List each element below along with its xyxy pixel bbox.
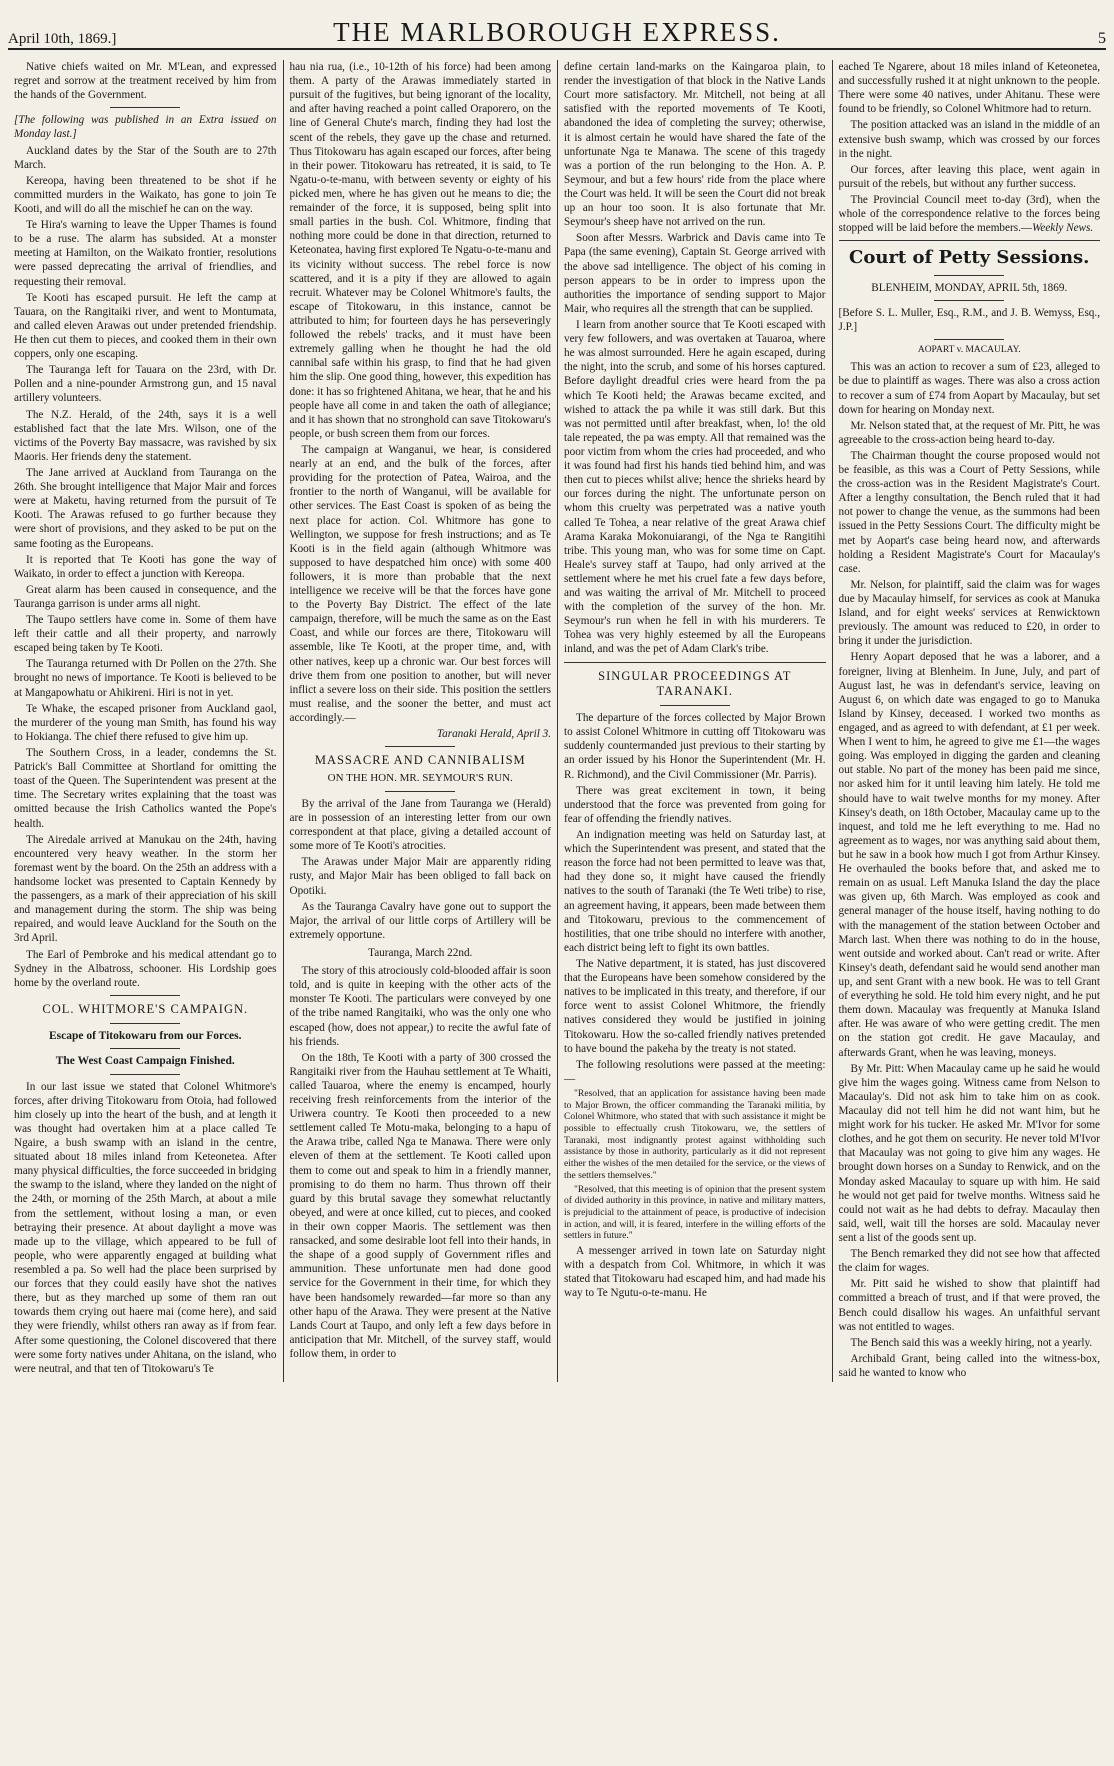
paragraph: This was an action to recover a sum of £23, alleged to be due to plaintiff as wages. There was also a cross action to recover a sum of £74 from Aopart by Macaulay, but set down for hearing on Monday next. <box>838 361 1100 416</box>
column-4 <box>832 60 1107 1382</box>
masthead <box>8 14 1106 50</box>
divider <box>934 300 1004 301</box>
article-heading: SINGULAR PROCEEDINGS AT <box>598 668 792 683</box>
divider <box>934 339 1004 340</box>
source-credit: Weekly News. <box>1032 222 1094 235</box>
paragraph: Auckland dates by the Star of the South are to 27th March. <box>14 144 277 171</box>
paragraph: Te Hira's warning to leave the Upper Thames is found to be a ruse. The alarm has subsided. At a monster meeting at Hamilton, on the Waikato frontier, resolutions were passed deprecating the arrival of friendlies, and requesting their removal. <box>14 219 277 288</box>
column-1 <box>8 60 283 1382</box>
paragraph: The Airedale arrived at Manukau on the 24th, having encountered very heavy weather. In the storm her foremast went by the board. On the 25th an address with a handsome locket was presented to Captain Kennedy by the passengers, as a mark of their appreciation of his skill and management during the storm. The ship was being repaired, and would leave Auckland for the South on the 3rd April. <box>14 833 277 945</box>
paragraph: Soon after Messrs. Warbrick and Davis came into Te Papa (the same evening), Captain St. George arrived with the above sad intelligence. The object of his coming in person appears to be in order to impress upon the authorities the importance of sending support to Major Mair, who requires all the strength that can be supplied. <box>564 232 826 315</box>
divider <box>110 1074 180 1075</box>
newspaper-title: THE MARLBOROUGH EXPRESS. <box>333 17 781 47</box>
paragraph: eached Te Ngarere, about 18 miles inland of Keteonetea, and successfully rushed it at night unknown to the people. There were some 40 natives, under Ahitanu. These were found to be friendly, so Colonel Whitmore had to return. <box>838 61 1100 116</box>
paragraph: The position attacked was an island in the middle of an extensive bush swamp, which was crossed by our forces in the night. <box>838 119 1100 160</box>
paragraph: Great alarm has been caused in consequence, and the Tauranga garrison is under arms all night. <box>14 583 277 610</box>
paragraph: define certain land-marks on the Kaingaroa plain, to render the investigation of that block in the Native Lands Court more satisfactory. Mr. Mitchell, not being at all satisfied with the reported movements of Te Kooti, abandoned the idea of completing the survey; otherwise, it is almost certain he would have shared the fate of the unfortunate Nga te Manawa. The scene of this tragedy was a portion of the run belonging to the Hon. A. P. Seymour, and but a few hours' ride from the place where the Court was held. It will be seen the Court did not break up an hour too soon. It is also fortunate that Mr. Seymour's sheep have not arrived on the run. <box>564 61 826 229</box>
divider <box>660 705 730 706</box>
issue-date: April 10th, 1869.] <box>8 31 117 47</box>
divider <box>110 1023 180 1024</box>
article-subheading: ON THE HON. MR. SEYMOUR'S RUN. <box>327 772 513 784</box>
article-heading: MASSACRE AND CANNIBALISM <box>314 753 526 768</box>
paragraph: The Earl of Pembroke and his medical attendant go to Sydney in the Albatross, schooner. His Lordship goes home by the overland route. <box>14 948 277 989</box>
source-credit: Taranaki Herald, April 3. <box>436 728 551 741</box>
paragraph: Our forces, after leaving this place, went again in pursuit of the rebels, but without any further success. <box>838 163 1100 190</box>
resolution: "Resolved, that this meeting is of opinion that the present system of divided authority in this province, in native and military matters, is prejudicial to the attainment of peace, is productive of indecision in action, and will, it is feared, interfere in the willing efforts of the settlers in future." <box>564 1183 826 1242</box>
bench-note: [Before S. L. Muller, Esq., R.M., and J. B. Wemyss, Esq., J.P.] <box>838 307 1100 334</box>
paragraph <box>839 193 1101 235</box>
paragraph: The Taupo settlers have come in. Some of them have left their cattle and all their property, and narrowly escaped being taken by Te Kooti. <box>14 614 277 655</box>
article-subheading: The West Coast Campaign Finished. <box>55 1055 235 1068</box>
paragraph: Te Whake, the escaped prisoner from Auckland gaol, the murderer of the young man Smith, has found his way to Hokianga. The chief there refused to give him up. <box>14 702 277 743</box>
divider <box>564 662 826 663</box>
paragraph: The Native department, it is stated, has just discovered that the Europeans have been somehow considered by the natives to be implicated in this treaty, and therefore, if our force went to assist Colonel Whitmore, the friendly natives considered they would be justified in joining Titokowaru. How the so-called friendly natives pretended to have bound the pakeha by the treaty is not stated. <box>564 957 826 1055</box>
paragraph: Kereopa, having been threatened to be shot if he committed murders in the Waikato, has gone to join Te Kooti, and will do all the mischief he can on the way. <box>14 174 277 215</box>
divider <box>110 107 180 108</box>
paragraph: The departure of the forces collected by Major Brown to assist Colonel Whitmore in cutting off Titokowaru was suddenly countermanded just previous to their starting by an order issued by his Honor the Superintendent (Mr. H. R. Richmond), and the Civil Commissioner (Mr. Parris). <box>564 712 826 781</box>
paragraph: A messenger arrived in town late on Saturday night with a despatch from Col. Whitmore, in which it was stated that Titokowaru had escaped him, and had made his way to Te Ngutu-o-te-manu. He <box>564 1245 826 1300</box>
divider <box>839 240 1101 241</box>
divider <box>110 1048 180 1049</box>
dateline: Tauranga, March 22nd. <box>368 946 473 959</box>
resolution: "Resolved, that an application for assistance having been made to Major Brown, the officer commanding the Taranaki militia, by Colonel Whitmore, who stated that with such assistance it might be possible to effectually crush Titokowaru, we, the settlers of Taranaki, most indignantly protest against withholding such assistance by those in authority, particularly as it did not represent either the wishes of the men detailed for the service, or the views of the settlers themselves." <box>564 1087 826 1181</box>
article-heading-line-2: TARANAKI. <box>656 684 733 699</box>
column-3 <box>557 60 832 1382</box>
column-2 <box>283 60 558 1382</box>
section-heading: Court of Petty Sessions. <box>849 247 1090 269</box>
divider <box>934 275 1004 276</box>
paragraph: The Chairman thought the course proposed would not be feasible, as this was a Court of Petty Sessions, while the cross-action was in the Resident Magistrate's Court. After a lengthy consultation, the Bench ruled that it had not power to change the venue, as the summons had been issued in the Petty Sessions Court. The difficulty might be met by Aopart's case being heard now, and afterwards holding a Resident Magistrate's Court for Macaulay's case. <box>838 449 1100 575</box>
paragraph: The Arawas under Major Mair are apparently riding rusty, and Major Mair has been obliged to fall back on Opotiki. <box>289 856 551 897</box>
paragraph: As the Tauranga Cavalry have gone out to support the Major, the arrival of our little corps of Artillery will be extremely opportune. <box>289 900 551 941</box>
divider <box>385 746 455 747</box>
editorial-note: [The following was published in an Extra issued on Monday last.] <box>14 114 277 141</box>
paragraph: Archibald Grant, being called into the witness-box, said he wanted to know who <box>838 1352 1100 1379</box>
paragraph: In our last issue we stated that Colonel Whitmore's forces, after driving Titokowaru from Otoia, had followed him closely up into the heart of the bush, and at length it was thought had overtaken him at a place called Te Ngaire, a bush swamp with an island in the centre, situated about 18 miles inland from Keteonetea. After many physical difficulties, the force succeeded in bridging the swamp to the island, where they landed on the night of the 24th, or morning of the 25th March, at about a mile from the settlement, without losing a man, or even betraying their presence. At about daylight a move was made up to the village, which appeared to be full of people, who were apparently engaged at building what resembled a pa. So well had the place been surprised by our forces that they could easily have shot the natives there, but as they marched up some of them ran out towards them crying out haere mai (come here), and said they were friendly, whilst others ran away as if from fear. After some questioning, the Colonel discovered that there were some forty natives under Ahitana, on the island, who were neutral, and that ten of Titokowaru's Te <box>14 1080 277 1375</box>
paragraph: On the 18th, Te Kooti with a party of 300 crossed the Rangitaiki river from the Hauhau settlement at Te Whaiti, called Tauaroa, where the enemy is encamped, hourly receiving fresh reinforcements from the interior of the Uriwera country. Te Kooti then proceeded to a new settlement called Te Motu-maka, belonging to a hapu of the Arawa tribe, called Nga te Manawa. There were only eleven of them at the settlement. Te Kooti called upon them to come out and speak to him in a friendly manner, promising to do them no harm. Thus thrown off their guard by this brutal savage they somewhat reluctantly obeyed, and were at once killed, cut to pieces, and cooked in their own copper Maoris. The settlement was then ransacked, and some desirable loot fell into their hands, in the shape of a good supply of Government rifles and ammunition. These unfortunate men had done good service for the Government in their time, for which they have been handsomely rewarded—far more so than any other hapu of the Arawa. They were present at the Native Lands Court at Taupo, and only left a few days before in anticipation that Mr. Mitchell, of the survey staff, would follow them, in order to <box>289 1051 551 1361</box>
paragraph: There was great excitement in town, it being understood that the force was prevented from going for fear of offending the friendly natives. <box>564 784 826 825</box>
paragraph: The Bench remarked they did not see how that affected the claim for wages. <box>838 1248 1100 1275</box>
page-number: 5 <box>1097 30 1106 47</box>
paragraph: The story of this atrociously cold-blooded affair is soon told, and is quite in keeping with the other acts of the monster Te Kooti. The particulars were conveyed by one of the tribe named Rangitaiki, who was the only one who escaped (how, does not appear,) to recite the awful fate of his friends. <box>289 965 551 1048</box>
paragraph: An indignation meeting was held on Saturday last, at which the Superintendent was present, and stated that the reason the force had not been permitted to leave was that, had they done so, it might have caused the friendly natives to the south of Taranaki (the Te Weti tribe) to rise, an agreement having, it appears, been made between them and Titokowaru, previous to the commencement of hostilities, that one tribe should no interfere with another, each district being left to fight its own battles. <box>564 828 826 954</box>
paragraph: By the arrival of the Jane from Tauranga we (Herald) are in possession of an interesting letter from our own correspondent at that place, giving a detailed account of some more of Te Kooti's atrocities. <box>289 797 551 853</box>
article-columns <box>8 60 1106 1382</box>
paragraph: The Jane arrived at Auckland from Tauranga on the 26th. She brought intelligence that Major Mair and forces were at Maketu, having returned from the pursuit of Te Kooti. The Arawas refused to go further because they were short of provisions, and they asked to be put on the same footing as the Europeans. <box>14 466 277 550</box>
paragraph: Henry Aopart deposed that he was a laborer, and a foreigner, living at Blenheim. In June, July, and part of August last, he was in defendant's service, leaving on August 6, on which date was engaged to go to Manuka Island by Kinsey, deceased. I worked two months as engaged, and as agreed to with defendant, at £1 per week. When I went to him, he agreed to give me £1—the wages going. Was employed in digging the garden and cleaning out stable. No part of the money has been paid me since, nor asked him for it until leaving him lately. He told me should have to wait twelve months for my money. After Kinsey's death, on 18th October, Macaulay came up to the inquest, and told me he left everything to me. Had no agreement as to wages, nor was anything said about them, but he saw in a book how much I got from Arthur Kinsey. He overhauled the books before that, and asked me to remain on as usual. Left Manuka Island the day the place was given up, 6th March. Was employed as cook and general manager of the house itself, having nothing to do with the management of the station between October and March last. When there was nothing to do in the house, went outside and worked about. Can't read or write. After Kinsey's death, defendant said he would send another man up, and sent Grant with a new book. He was to tell Grant of everything he sold. He told him every night, and he put them down. Macaulay was frequently at Manuka Island after. He was aware of who were getting credit. The men on the station got credit. He gave Macaulay, and afterwards Grant, when he was leaving, moneys. <box>838 651 1100 1059</box>
article-subheading: Escape of Titokowaru from our Forces. <box>48 1029 242 1042</box>
paragraph: Mr. Pitt said he wished to show that plaintiff had committed a breach of trust, and if that were proved, the Bench could disallow his wages. An unfaithful servant was not entitled to wages. <box>838 1278 1100 1333</box>
paragraph: It is reported that Te Kooti has gone the way of Waikato, in order to effect a junction with Kereopa. <box>14 553 277 580</box>
divider <box>110 995 180 996</box>
paragraph: The following resolutions were passed at the meeting:— <box>564 1058 826 1085</box>
dateline: BLENHEIM, MONDAY, APRIL 5th, 1869. <box>871 281 1068 294</box>
paragraph: The Tauranga returned with Dr Pollen on the 27th. She brought no news of importance. Te Kooti is believed to be at Mangapowhatu or Ahikireni. Hiri is not in yet. <box>14 658 277 699</box>
case-title: AOPART v. MACAULAY. <box>917 345 1021 356</box>
paragraph: Te Kooti has escaped pursuit. He left the camp at Tauara, on the Rangitaiki river, and went to Montumata, and called eleven Arawas out under pretended friendship. He then cut them to pieces, and cooked them in their own coppers, only one escaping. <box>14 291 277 361</box>
paragraph: The Southern Cross, in a leader, condemns the St. Patrick's Ball Committee at Shortland for omitting the toast of the Queen. The Superintendent was present at the time. The Secretary writes explaining that the toast was omitted because the Irish Catholics wanted the Pope's health. <box>14 747 277 830</box>
paragraph: The Bench said this was a weekly hiring, not a yearly. <box>850 1336 1093 1349</box>
paragraph: The Tauranga left for Tauara on the 23rd, with Dr. Pollen and a nine-pounder Armstrong gun, and 15 naval artillery volunteers. <box>14 364 277 405</box>
paragraph: I learn from another source that Te Kooti escaped with very few followers, and was overtaken at Tauaroa, where he was almost surrounded. Here he again escaped, during the night, into the scrub, and some of his horses captured. Before daylight dreadful cries were heard from the pa which Te Kooti held; the Arawas became excited, and wished to attack the pa while it was still dark. But this was not permitted until after breakfast, when, lo! the old tale repeated, the pa was empty. All that remained was the poor victim from whom the cries had proceeded, and who it was found had first his hands tied behind him, and was then cut to pieces whilst alive; hence the shrieks heard by our forces during the night. The unfortunate person on whom this cruelty was perpetrated was a native youth called Te Tohea, a near relative of the great Arawa chief Arama Karaka Mokonuiarangi, of the Nga te Rangitihi tribe. This young man, who was for some time on Capt. Heale's survey staff at Taupo, had only arrived at the settlement where he met his cruel fate a few days before, and was waiting the arrival of Mr. Mitchell to proceed with the completion of the survey of the hon. Mr. Seymour's run when he fell in with his murderers. Te Tohea was very highly esteemed by all the Europeans inland, and was the pet of Adam Clark's tribe. <box>564 318 826 656</box>
paragraph: hau nia rua, (i.e., 10-12th of his force) had been among them. A party of the Arawas immediately started in pursuit of the fugitives, but being ignorant of the locality, and after having reached a point called Oraporero, on the line of General Chute's march, finding they had lost the scent of the rebels, they gave up the chase and returned. Thus Titokowaru has again escaped our forces, after being in their power. Titokowaru has retreated, it is said, to Te Ngatu-o-te-manu, with between seventy or eighty of his picked men, where he has given out he means to die; the remainder of the force, it is supposed, being split into small parties in the bush. Col. Whitmore, finding that nothing more could be done in that direction, returned to Keteonatea, having first explored Te Ngatu-o-te-manu and its vicinity without success. The rebel force is now scattered, and it is a pity if they are allowed to again recruit. Whatever may be Colonel Whitmore's faults, the escape of Titokowaru, in this instance, cannot be attributed to him; for fourteen days he has perseveringly followed the rebels' tracks, and it must have been extremely galling when he thought he had the old cannibal safe within his grasp, to find that he had given him the slip. One good thing, however, this expedition has done: it has so frightened Ahitana, we hear, that he and his people have all come in and taken the oath of allegiance; and it has shown that no stronghold can save Titokowaru's people, or bush screen them from our forces. <box>289 61 552 440</box>
paragraph: Native chiefs waited on Mr. M'Lean, and expressed regret and sorrow at the treatment received by him from the hands of the Government. <box>14 61 277 102</box>
paragraph: The campaign at Wanganui, we hear, is considered nearly at an end, and the bulk of the forces, after providing for the protection of Patea, Wairoa, and the frontier to the north of Wanganui, will be available for other services. The East Coast is spoken of as being the next place for action. Col. Whitmore has gone to Wellington, we suppose for fresh instructions; and as Te Kooti is in the field again (although Whitmore was supposed to have despatched him once) with some 400 followers, it is more than probable that the next intelligence we receive will be that the forces have gone to the Poverty Bay District. The effect of the late campaign, therefore, will be much the same as on the East Coast, and while our forces are there, Titokowaru will assemble, like Te Kooti, at the proper time, and, with other natives, keep up a chronic war. Our best forces will drive them from one position to another, but will never inflict a severe loss on their side. This position the settlers must realise, and the sooner the better, and must act accordingly.— <box>289 443 551 725</box>
resolutions <box>564 1088 826 1242</box>
paragraph: By Mr. Pitt: When Macaulay came up he said he would give him the wages going. Witness came from Nelson to Macaulay's. Did not ask him to take him on as cook. Macaulay did not tell him he did not want him, but he might work for his tucker. He asked Mr. M'Ivor for some clothes, and he got them on security. He never told M'Ivor that Macaulay was not going to give him any wages. He brought down horses on a Sunday to Renwick, and on the Monday asked Macaulay to square up with him. He said he would not get paid for twelve months. Witness said he could not wait as he had debts to defray. Macaulay then said, well, wait till the horses are sold. Macaulay never sent a list of the goods sent up. <box>838 1062 1100 1244</box>
paragraph: The N.Z. Herald, of the 24th, says it is a well established fact that the late Mrs. Wilson, one of the victims of the Poverty Bay massacre, was ravished by six Maoris. Her friends deny the statement. <box>14 408 277 463</box>
divider <box>385 791 455 792</box>
paragraph-text: The Provincial Council meet to-day (3rd), when the whole of the correspondence relative to the forces being stopped will be laid before the members.— <box>838 193 1100 235</box>
paragraph: Mr. Nelson stated that, at the request of Mr. Pitt, he was agreeable to the cross-action being heard to-day. <box>838 419 1100 446</box>
paragraph: Mr. Nelson, for plaintiff, said the claim was for wages due by Macaulay himself, for services as cook at Manuka Island, and for eight weeks' services at Renwicktown previously. The amount was reduced to £20, in order to bring it under the jurisdiction. <box>838 578 1100 648</box>
article-heading: COL. WHITMORE'S CAMPAIGN. <box>42 1001 249 1016</box>
